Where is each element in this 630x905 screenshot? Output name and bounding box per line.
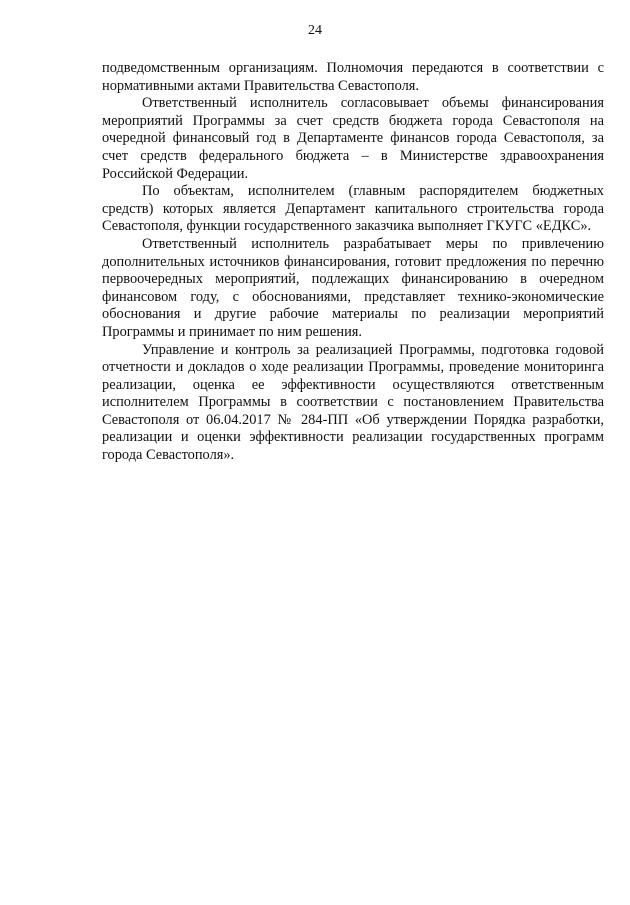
paragraph-state-customer: По объектам, исполнителем (главным распорядителем бюджетных средств) которых является Департамент капитального строительства города Севастополя, функции государственного заказчика выполняет ГКУГС «ЕДКС». (102, 183, 604, 235)
paragraph-additional-sources: Ответственный исполнитель разрабатывает меры по привлечению дополнительных источников финансирования, готовит предложения по перечню первоочередных мероприятий, подлежащих финансированию в очередном финансовом году, с обоснованиями, представляет технико-экономические обоснования и другие рабочие материалы по реализации мероприятий Программы и принимает по ним решения. (102, 235, 604, 340)
page-number: 24 (308, 23, 322, 38)
paragraph-continuation: подведомственным организациям. Полномочия передаются в соответствии с нормативными актами Правительства Севастополя. (102, 60, 604, 94)
document-body (102, 60, 604, 465)
paragraph-management-control: Управление и контроль за реализацией Программы, подготовка годовой отчетности и докладов о ходе реализации Программы, проведение мониторинга реализации, оценка ее эффективности осуществляются ответственным исполнителем Программы в соответствии с постановлением Правительства Севастополя от 06.04.2017 № 284-ПП «Об утверждении Порядка разработки, реализации и оценки эффективности реализации государственных программ города Севастополя». (102, 341, 604, 464)
paragraph-financing-approval: Ответственный исполнитель согласовывает объемы финансирования мероприятий Программы за счет средств бюджета города Севастополя на очередной финансовый год в Департаменте финансов города Севастополя, за счет средств федерального бюджета – в Министерстве здравоохранения Российской Федерации. (102, 95, 604, 182)
